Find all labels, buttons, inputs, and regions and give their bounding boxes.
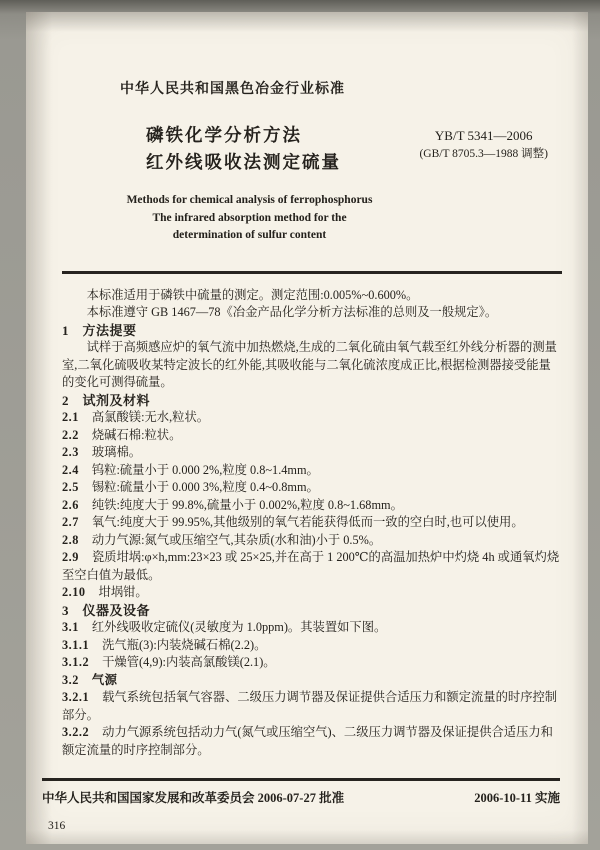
clause-2-5 bbox=[62, 479, 562, 497]
clause-number: 2.4 bbox=[62, 462, 79, 477]
page-content bbox=[26, 12, 588, 759]
clause-number: 3.1.2 bbox=[62, 655, 90, 669]
compliance-paragraph: 本标准遵守 GB 1467—78《冶金产品化学分析方法标准的总则及一般规定》。 bbox=[86, 305, 498, 319]
clause-text: 红外线吸收定硫仪(灵敏度为 1.0ppm)。其装置如下图。 bbox=[91, 620, 387, 634]
clause-text: 钨粒:硫量小于 0.000 2%,粒度 0.8~1.4mm。 bbox=[91, 462, 319, 477]
clause-text: 纯铁:纯度大于 99.8%,硫量小于 0.002%,粒度 0.8~1.68mm。 bbox=[91, 497, 403, 512]
page-number: 316 bbox=[48, 820, 66, 832]
clause-3-2-1 bbox=[62, 689, 562, 724]
header-rule bbox=[62, 271, 562, 274]
body-text bbox=[62, 287, 562, 760]
clause-3-1 bbox=[62, 619, 562, 637]
title-en-line3: determination of sulfur content bbox=[172, 229, 327, 241]
title-cn-line2: 红外线吸收法测定硫量 bbox=[146, 152, 341, 172]
clause-text: 玻璃棉。 bbox=[91, 445, 142, 459]
scope-paragraph: 本标准适用于磷铁中硫量的测定。测定范围:0.005%~0.600%。 bbox=[86, 287, 419, 302]
document-page bbox=[26, 12, 588, 844]
clause-3-2-2 bbox=[62, 724, 562, 759]
clause-text: 高氯酸镁:无水,粒状。 bbox=[91, 410, 210, 424]
clause-number: 2.7 bbox=[62, 515, 79, 529]
clause-number: 3.2.1 bbox=[62, 690, 90, 704]
document-title-cn bbox=[146, 122, 341, 176]
section-2-heading: 2 试剂及材料 bbox=[62, 392, 151, 408]
clause-text: 洗气瓶(3):内装烧碱石棉(2.2)。 bbox=[102, 637, 267, 652]
clause-text: 锡粒:硫量小于 0.000 3%,粒度 0.4~0.8mm。 bbox=[91, 480, 319, 494]
section-1-paragraph: 试样于高频感应炉的氧气流中加热燃烧,生成的二氧化硫由氧气载至红外线分析器的测量室,二氧化硫吸收某特定波长的红外能,其吸收能与二氧化硫浓度成正比,根据检测器接受能量的变化可测得硫量。 bbox=[62, 340, 557, 389]
clause-text: 干燥管(4,9):内装高氯酸镁(2.1)。 bbox=[102, 655, 276, 669]
clause-number: 2.1 bbox=[62, 410, 79, 424]
clause-text: 动力气源:氮气或压缩空气,其杂质(水和油)小于 0.5%。 bbox=[91, 532, 382, 547]
clause-2-6 bbox=[62, 497, 562, 515]
clause-number: 2.9 bbox=[62, 550, 79, 564]
clause-text: 坩埚钳。 bbox=[98, 585, 148, 599]
clause-2-7 bbox=[62, 514, 562, 532]
clause-number: 2.5 bbox=[62, 480, 79, 494]
clause-number: 3.1 bbox=[62, 620, 79, 634]
standard-category: 中华人民共和国黑色冶金行业标准 bbox=[120, 82, 345, 97]
document-title-en bbox=[62, 192, 437, 245]
clause-2-1 bbox=[62, 409, 562, 427]
title-cn-line1: 磷铁化学分析方法 bbox=[146, 125, 302, 145]
standard-number: YB/T 5341—2006 bbox=[434, 128, 533, 143]
clause-2-10 bbox=[62, 584, 562, 602]
section-3-heading: 3 仪器及设备 bbox=[62, 602, 151, 618]
clause-2-9 bbox=[62, 549, 562, 584]
standard-number-block bbox=[419, 126, 562, 176]
title-block bbox=[62, 122, 562, 176]
page-footer bbox=[42, 778, 560, 806]
footer-rule bbox=[42, 778, 560, 781]
clause-text: 动力气源系统包括动力气(氮气或压缩空气)、二级压力调节器及保证提供合适压力和额定流量的时序控制部分。 bbox=[62, 725, 553, 757]
clause-3-2 bbox=[62, 672, 562, 690]
clause-3-1-2 bbox=[62, 654, 562, 672]
clause-text: 载气系统包括氧气容器、二级压力调节器及保证提供合适压力和额定流量的时序控制部分。 bbox=[62, 690, 558, 722]
clause-number: 2.6 bbox=[62, 497, 79, 512]
clause-number: 3.2.2 bbox=[62, 725, 90, 739]
clause-number: 2.3 bbox=[62, 445, 79, 459]
clause-number: 2.10 bbox=[62, 585, 86, 599]
section-1-heading: 1 方法提要 bbox=[62, 322, 137, 338]
clause-text: 氧气:纯度大于 99.95%,其他级别的氧气若能获得低而一致的空白时,也可以使用。 bbox=[91, 515, 524, 529]
clause-text: 气源 bbox=[91, 672, 118, 687]
clause-2-3 bbox=[62, 444, 562, 462]
clause-3-1-1 bbox=[62, 637, 562, 655]
clause-number: 2.2 bbox=[62, 427, 79, 442]
clause-text: 瓷质坩埚:φ×h,mm:23×23 或 25×25,并在高于 1 200℃的高温加热炉中灼烧 4h 或通氧灼烧至空白值为最低。 bbox=[62, 550, 560, 582]
standard-adjust-note: (GB/T 8705.3—1988 调整) bbox=[419, 148, 548, 160]
clause-2-8 bbox=[62, 532, 562, 550]
clause-2-2 bbox=[62, 427, 562, 445]
clause-number: 2.8 bbox=[62, 532, 79, 547]
implementation-date: 2006-10-11 实施 bbox=[474, 791, 560, 805]
clause-number: 3.1.1 bbox=[62, 637, 90, 652]
approval-statement: 中华人民共和国国家发展和改革委员会 2006-07-27 批准 bbox=[42, 791, 345, 805]
clause-2-4 bbox=[62, 462, 562, 480]
footer-row bbox=[42, 788, 560, 806]
clause-number: 3.2 bbox=[62, 672, 79, 687]
clause-text: 烧碱石棉:粒状。 bbox=[91, 427, 182, 442]
title-en-line2: The infrared absorption method for the bbox=[152, 211, 347, 224]
title-en-line1: Methods for chemical analysis of ferrophosphorus bbox=[126, 194, 373, 206]
